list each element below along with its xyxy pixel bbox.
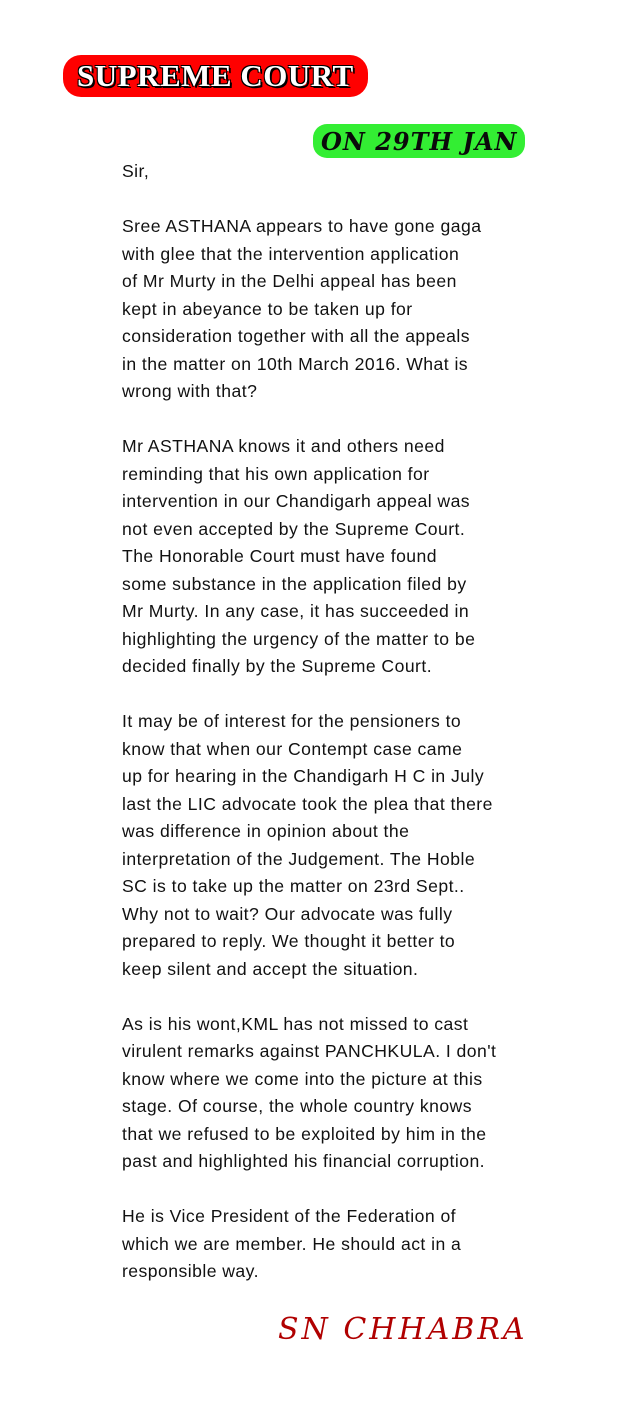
signature: SN CHHABRA xyxy=(278,1312,528,1347)
paragraph-5: He is Vice President of the Federation of which we are member. He should act in a responsible way. xyxy=(122,1206,462,1281)
paragraph-4: As is his wont,KML has not missed to cast virulent remarks against PANCHKULA. I don't know where we come into the picture at this stage. Of course, the whole country knows that we refused to be exploited by him in the past and highlighted his financial corruption. xyxy=(122,1013,497,1171)
date-badge xyxy=(313,124,525,158)
paragraph-1: Sree ASTHANA appears to have gone gaga with glee that the intervention application of Mr Murty in the Delhi appeal has been kept in abeyance to be taken up for consideration together with all the appeals in the matter on 10th March 2016. What is wrong with that? xyxy=(122,216,482,401)
salutation: Sir, xyxy=(122,161,150,181)
paragraph-2: Mr ASTHANA knows it and others need reminding that his own application for intervention in our Chandigarh appeal was not even accepted by the Supreme Court. The Honorable Court must have found some substance in the application filed by Mr Murty. In any case, it has succeeded in highlighting the urgency of the matter to be decided finally by the Supreme Court. xyxy=(122,436,476,676)
date-label: ON 29TH JAN xyxy=(321,126,518,156)
paragraph-3: It may be of interest for the pensioners to know that when our Contempt case came up for hearing in the Chandigarh H C in July last the LIC advocate took the plea that there was difference in opinion about the interpretation of the Judgement. The Hoble SC is to take up the matter on 23rd Sept.. Why not to wait? Our advocate was fully prepared to reply. We thought it better to keep silent and accept the situation. xyxy=(122,711,493,979)
letter-body xyxy=(122,158,562,1313)
page-title: SUPREME COURT xyxy=(77,58,354,93)
title-banner xyxy=(63,55,368,97)
